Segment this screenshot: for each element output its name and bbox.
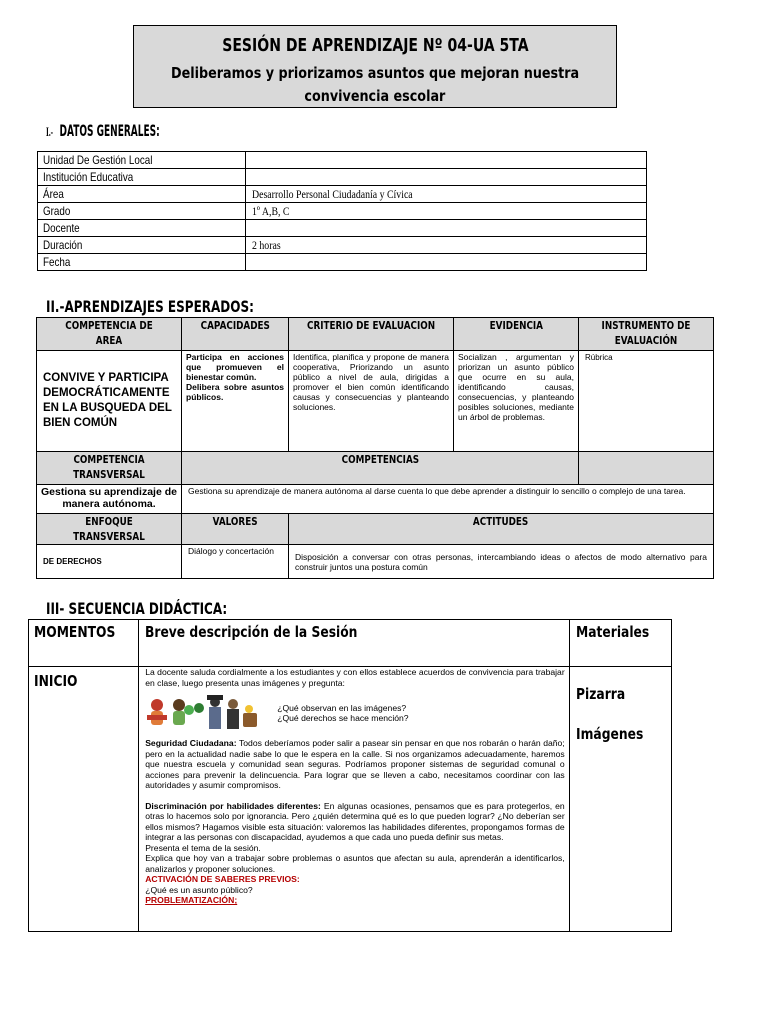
header-empty <box>579 452 714 485</box>
header-comp-transversal: COMPETENCIA TRANSVERSAL <box>37 452 182 485</box>
table-row <box>38 220 647 237</box>
datos-value: 2 horas <box>246 237 647 254</box>
material-item: Pizarra <box>575 685 625 703</box>
datos-label: Fecha <box>38 254 246 271</box>
intro-text: La docente saluda cordialmente a los estudiantes y con ellos establece acuerdos de convivencia para trabajar en clase, luego presenta unas imágenes y pregunta: <box>145 667 565 688</box>
capacidades-cell <box>182 351 289 452</box>
table-row <box>38 169 647 186</box>
datos-generales-table <box>37 151 647 271</box>
table-row <box>38 186 647 203</box>
table-header-row <box>37 318 714 351</box>
question-1: ¿Qué observan en las imágenes? <box>277 702 407 713</box>
questions <box>277 703 408 724</box>
header-criterio: CRITERIO DE EVALUACION <box>289 318 454 351</box>
enfoque-cell: DE DERECHOS <box>37 545 182 579</box>
table-row <box>38 203 647 220</box>
datos-label: Grado <box>38 203 246 220</box>
children-illustration-icon <box>145 693 265 733</box>
header-competencias: COMPETENCIAS <box>182 452 579 485</box>
datos-label: Docente <box>38 220 246 237</box>
seguridad-paragraph: Seguridad Ciudadana: Todos deberíamos poder salir a pasear sin pensar en que nos robarán o harán daño; pero en la actualidad nadie sabe lo que le espera en la calle. Si nos organizamos adecuadamente, haremos que nuestra escuela y comunidad sean seguras. Podríamos proponer sistemas de seguridad comunal o acciones para prevenir la delincuencia. Para lograr que se lleven a cabo, necesitamos coordinar con las autoridades y asumir compromisos. <box>145 738 565 790</box>
table-header-row <box>37 452 714 485</box>
criterio-cell: Identifica, planifica y propone de manera cooperativa, Priorizando un asunto público a nivel de aula, dirigidas a promover el bien común identificando causas y consecuencias y planteando soluciones. <box>289 351 454 452</box>
momento-cell: INICIO <box>29 667 139 932</box>
table-row <box>38 152 647 169</box>
datos-label: Duración <box>38 237 246 254</box>
header-actitudes: ACTITUDES <box>289 514 714 545</box>
explica-text: Explica que hoy van a trabajar sobre problemas o asuntos que afectan su aula, aprenderán a identificarlos, analizarlos y proponer soluciones. <box>145 853 565 874</box>
table-row <box>38 237 647 254</box>
question-2: ¿Qué derechos se hace mención? <box>277 713 409 723</box>
header-competencia: COMPETENCIA DE AREA <box>37 318 182 351</box>
capacidad-item: Participa en acciones que promueven el bienestar común. <box>186 352 284 382</box>
materiales-cell <box>569 667 671 932</box>
problematizacion-heading: PROBLEMATIZACIÓN; <box>145 895 238 905</box>
datos-label: Unidad De Gestión Local <box>38 152 246 169</box>
header-valores: VALORES <box>182 514 289 545</box>
header-descripcion: Breve descripción de la Sesión <box>139 620 570 667</box>
datos-value <box>246 169 647 186</box>
datos-value: Desarrollo Personal Ciudadanía y Cívica <box>246 186 647 203</box>
header-capacidades: CAPACIDADES <box>182 318 289 351</box>
valores-cell: Diálogo y concertación <box>182 545 289 579</box>
session-subtitle-line2: convivencia escolar <box>304 87 446 105</box>
datos-label: Área <box>38 186 246 203</box>
evidencia-cell: Socializan , argumentan y priorizan un asunto público que ocurre en su aula, identificando causas, consecuencias, y planteando posibles soluciones, mediante un árbol de problemas. <box>454 351 579 452</box>
activacion-heading: ACTIVACIÓN DE SABERES PREVIOS: <box>145 874 300 884</box>
material-item: Imágenes <box>575 725 643 743</box>
table-row <box>37 545 714 579</box>
asunto-question: ¿Qué es un asunto público? <box>145 884 253 895</box>
capacidad-item: Delibera sobre asuntos públicos. <box>186 382 284 402</box>
datos-value <box>246 254 647 271</box>
section-datos-generales-heading: I.- DATOS GENERALES: <box>46 121 160 140</box>
competencia-cell: CONVIVE Y PARTICIPA DEMOCRÁTICAMENTE EN LA BUSQUEDA DEL BIEN COMÚN <box>37 351 182 452</box>
comp-transversal-cell: Gestiona su aprendizaje de manera autónoma. <box>37 485 182 514</box>
descripcion-cell <box>139 667 570 932</box>
header-enfoque: ENFOQUE TRANSVERSAL <box>37 514 182 545</box>
section-secuencia-heading: III- SECUENCIA DIDÁCTICA: <box>46 599 228 618</box>
table-row <box>37 351 714 452</box>
session-subtitle-line1: Deliberamos y priorizamos asuntos que mejoran nuestra <box>170 64 580 82</box>
session-title: SESIÓN DE APRENDIZAJE Nº 04-UA 5TA <box>221 35 529 56</box>
table-row <box>38 254 647 271</box>
datos-value: 1º A,B, C <box>246 203 647 220</box>
header-instrumento: INSTRUMENTO DE EVALUACIÓN <box>579 318 714 351</box>
section-aprendizajes-heading: II.-APRENDIZAJES ESPERADOS: <box>46 297 254 316</box>
title-box <box>133 25 617 108</box>
comp-transversal-desc: Gestiona su aprendizaje de manera autónoma al darse cuenta lo que debe aprender a distinguir lo sencillo o complejo de una tarea. <box>182 485 714 514</box>
actitudes-cell: Disposición a conversar con otras personas, intercambiando ideas o afectos de modo alternativo para construir juntos una postura común <box>289 545 714 579</box>
datos-value <box>246 152 647 169</box>
images-row <box>145 691 565 735</box>
table-row <box>37 485 714 514</box>
header-materiales: Materiales <box>569 620 671 667</box>
table-row <box>29 667 672 932</box>
table-header-row <box>29 620 672 667</box>
datos-label: Institución Educativa <box>38 169 246 186</box>
discriminacion-paragraph: Discriminación por habilidades diferentes: En algunas ocasiones, pensamos que es para protegerlos, en otras lo hacemos solo por ignorancia. Pero ¿quién determina qué es lo que pueden lograr? ¿No deberían ser ellos mismos? Hagamos visible esta situación: valoremos las habilidades diferentes, propongamos formas de integrar a las personas con discapacidad, ayudemos a que cada uno pueda definir sus metas. <box>145 800 565 842</box>
instrumento-cell: Rúbrica <box>579 351 714 452</box>
datos-value <box>246 220 647 237</box>
table-header-row <box>37 514 714 545</box>
header-evidencia: EVIDENCIA <box>454 318 579 351</box>
aprendizajes-table <box>36 317 714 579</box>
tema-text: Presenta el tema de la sesión. <box>145 842 261 853</box>
secuencia-table <box>28 619 672 932</box>
header-momentos: MOMENTOS <box>29 620 139 667</box>
